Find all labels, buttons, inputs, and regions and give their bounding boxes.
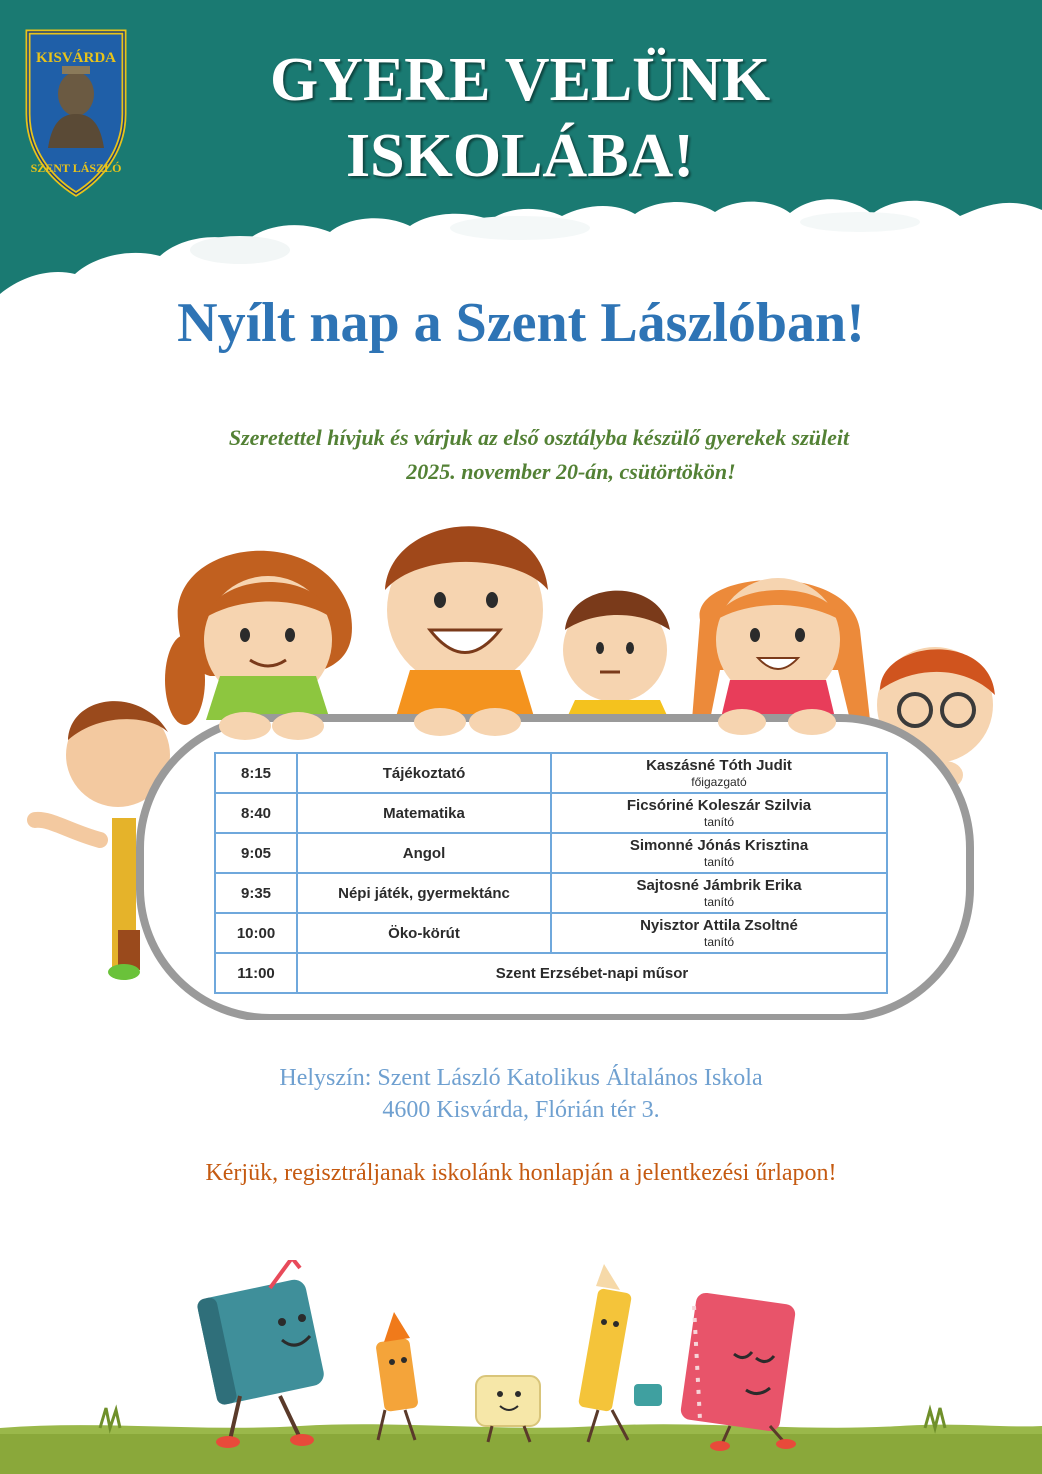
pencil-character-illustration [578,1264,662,1442]
schedule-program: Népi játék, gyermektánc [297,873,551,913]
schedule-presenter: Sajtosné Jámbrik Erika [636,877,802,894]
table-row [215,953,887,993]
table-row [215,833,887,873]
schedule-presenter: Ficsóriné Koleszár Szilvia [626,797,812,814]
school-logo [22,22,130,202]
table-row [215,793,887,833]
registration-note: Kérjük, regisztráljanak iskolánk honlapján a jelentkezési űrlapon! [205,1160,837,1186]
table-row [215,913,887,953]
schedule-time: 8:15 [215,753,297,793]
schedule-role: tanító [703,855,735,869]
schedule-program: Öko-körút [297,913,551,953]
schedule-program: Matematika [297,793,551,833]
invitation-line1: Szeretettel hívjuk és várjuk az első osztályba készülő gyerekek szüleit [228,425,850,450]
schedule-presenter-cell [551,753,887,793]
schedule-program: Tájékoztató [297,753,551,793]
kid-boy-smile-illustration [385,526,548,720]
schedule-role: tanító [703,895,735,909]
school-supplies-illustration [0,1260,1042,1474]
schedule-presenter: Nyisztor Attila Zsoltné [640,917,798,934]
schedule-role: tanító [703,815,735,829]
schedule-time: 9:35 [215,873,297,913]
schedule-role: főigazgató [691,775,747,789]
schedule-program: Angol [297,833,551,873]
kid-boy-thinking-illustration [563,591,670,722]
table-row [215,873,887,913]
crayon-character-illustration [375,1312,418,1440]
schedule-presenter-cell [551,873,887,913]
invitation-line2: 2025. november 20-án, csütörtökön! [406,459,736,484]
schedule-time: 10:00 [215,913,297,953]
kid-girl-ponytail-illustration [165,551,352,725]
schedule-program: Szent Erzsébet-napi műsor [297,953,887,993]
page-subtitle: Nyílt nap a Szent Lászlóban! [177,292,865,354]
main-title-line2: ISKOLÁBA! [346,122,694,190]
logo-text-top: KISVÁRDA [35,50,117,66]
schedule-presenter-cell [551,793,887,833]
schedule-role: tanító [703,935,735,949]
schedule-table [214,752,888,994]
schedule-time: 9:05 [215,833,297,873]
schedule-presenter-cell [551,833,887,873]
schedule-time: 11:00 [215,953,297,993]
location-line1: Helyszín: Szent László Katolikus Általános Iskola [279,1065,763,1091]
location-line2: 4600 Kisvárda, Flórián tér 3. [382,1097,660,1123]
schedule-presenter: Simonné Jónás Krisztina [629,837,809,854]
schedule-presenter: Kaszásné Tóth Judit [646,757,792,774]
schedule-time: 8:40 [215,793,297,833]
book-character-illustration [196,1260,326,1448]
main-title-line1: GYERE VELÜNK [269,46,771,114]
logo-text-bottom: SZENT LÁSZLÓ [30,161,122,175]
schedule-presenter-cell [551,913,887,953]
table-row [215,753,887,793]
kid-girl-orange-hair-illustration [692,578,870,722]
